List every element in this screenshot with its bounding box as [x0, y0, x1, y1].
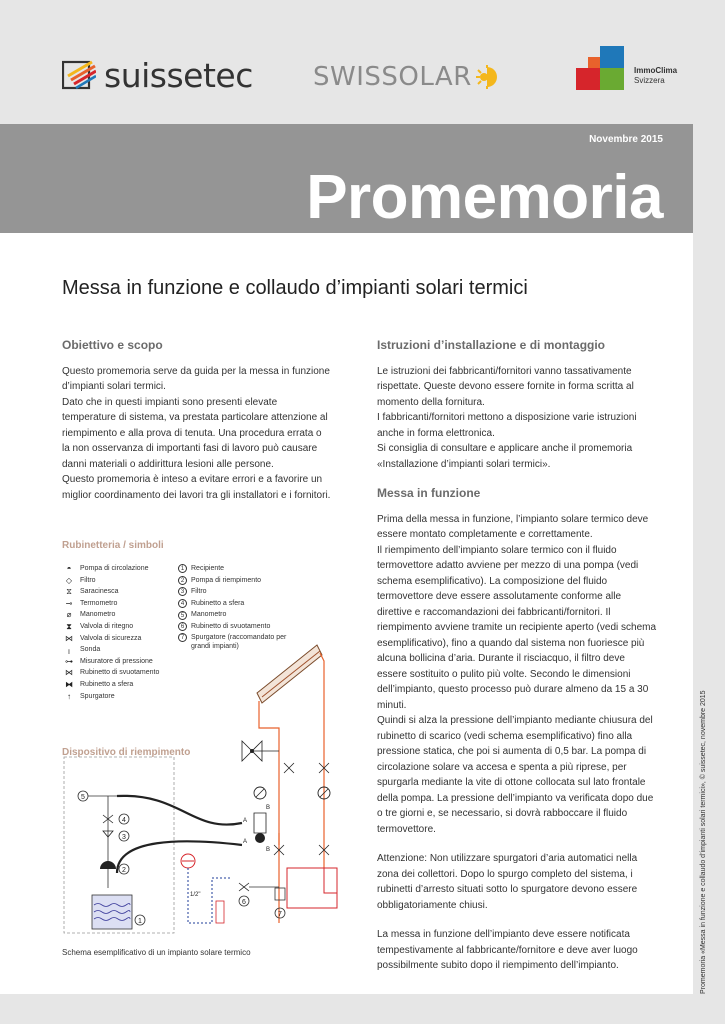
number-badge: 1	[178, 564, 187, 573]
legend-item	[178, 563, 291, 575]
safety-group	[242, 741, 279, 761]
document-sheet	[0, 233, 693, 994]
return-hose	[117, 841, 242, 873]
solar-collector	[257, 645, 322, 703]
legend-label: Spurgatore (raccomandato per grandi impianti)	[191, 633, 287, 650]
legend-label: Termometro	[80, 599, 118, 607]
legend-item	[178, 575, 291, 587]
left-column	[62, 338, 332, 503]
legend-item	[62, 621, 159, 633]
legend-item	[62, 586, 159, 598]
filter-icon: ◇	[65, 575, 73, 585]
legend-label: Rubinetto a sfera	[80, 680, 134, 688]
right-column	[377, 338, 657, 974]
immoclima-name: ImmoClima	[634, 66, 678, 75]
diagram-label: A	[243, 818, 248, 824]
probe-icon: ╷	[66, 645, 72, 655]
immoclima-squares-icon	[576, 46, 624, 90]
solar-system-schematic	[62, 633, 362, 943]
installation-paragraph: Si consiglia di consultare e applicare anche il promemoria «Installazione d’impianti solari termici».	[377, 443, 633, 470]
suissetec-logo	[62, 55, 253, 95]
number-badge: 6	[178, 622, 187, 631]
diagram-label: B	[266, 805, 271, 811]
legend-label: Spurgatore	[80, 692, 115, 700]
pump-icon: ◓	[66, 564, 72, 573]
commissioning-paragraph: Quindi si alza la pressione dell’impianto mediante chiusura del rubinetto di scarico (vedi schema esemplificativo) fino alla pressione statica, che poi si aumenta di 0,5 bar. La pompa di circolazione solare va accesa e spenta a più riprese, per spurgarla mediante la vite di ottone collocata sul lato frontale della pompa. La pressione dell’impianto va verificata dopo due o tre giorni e, se necessario, si dovrà rabboccare il fluido termovettore.	[377, 715, 654, 835]
legend-label: Sonda	[80, 646, 101, 654]
diagram-title: Dispositivo di riempimento	[62, 747, 191, 758]
copyright-side-note: Promemoria «Messa in funzione e collaudo d’impianti solari termici», © suissetec, novembre 2015	[700, 690, 707, 994]
diagram-label: 3	[122, 834, 126, 841]
gauges	[254, 787, 330, 799]
page-title: Promemoria	[306, 163, 663, 232]
legend-label: Manometro	[80, 611, 116, 619]
suissetec-mark-icon	[62, 58, 96, 92]
legend-item	[178, 586, 291, 598]
legend-item	[178, 598, 291, 610]
diagram-label: A	[243, 839, 248, 845]
diagram-label: 2	[122, 867, 126, 874]
legend-title: Rubinetteria / simboli	[62, 540, 164, 551]
section-title-commissioning: Messa in funzione	[377, 486, 481, 500]
legend-item	[62, 609, 159, 621]
check-valve-icon: ⧗	[66, 621, 72, 631]
legend-item	[62, 563, 159, 575]
swissolar-wordmark: SWISSOLAR	[313, 62, 472, 92]
supply-pipe	[259, 701, 279, 923]
diagram-label: 1/2"	[190, 892, 201, 898]
legend-label: Manometro	[191, 611, 227, 619]
legend-label: Filtro	[80, 576, 96, 584]
legend-item	[178, 609, 291, 621]
ball-valve-icon: ⧓	[65, 679, 73, 689]
legend-label: Misuratore di pressione	[80, 657, 153, 665]
gate-valve-icon: ⧖	[66, 587, 72, 597]
legend-item	[62, 575, 159, 587]
legend-label: Rubinetto a sfera	[191, 599, 245, 607]
legend-label: Valvola di ritegno	[80, 622, 134, 630]
legend-item	[62, 598, 159, 610]
diagram-label: 4	[122, 817, 126, 824]
section-title-objective: Obiettivo e scopo	[62, 338, 163, 352]
manometer-icon: ⌀	[66, 610, 72, 620]
legend-label: Rubinetto di svuotamento	[191, 622, 271, 630]
number-badge: 2	[178, 576, 187, 585]
publication-date: Novembre 2015	[589, 134, 663, 145]
legend-label: Recipiente	[191, 565, 225, 572]
diagram-label: 5	[81, 794, 85, 801]
number-badge: 5	[178, 611, 187, 620]
section-title-installation: Istruzioni d’installazione e di montaggio	[377, 338, 606, 352]
heat-exchanger	[287, 868, 337, 908]
drain-tap-icon: ⋈	[65, 668, 73, 678]
immoclima-text	[634, 66, 677, 86]
legend-label: Rubinetto di svuotamento	[80, 669, 160, 677]
diagram-label: 6	[242, 899, 246, 906]
objective-paragraph: Questo promemoria è inteso a evitare errori e a favorire un miglior coordinamento dei lavori tra gli installatori e i fornitori.	[62, 474, 331, 501]
installation-paragraph: I fabbricanti/fornitori mettono a disposizione varie istruzioni anche in forma elettronica.	[377, 412, 637, 439]
legend-label: Pompa di riempimento	[191, 576, 262, 584]
vent-icon: ↑	[67, 691, 71, 701]
number-badge: 7	[178, 633, 187, 642]
number-badge: 3	[178, 587, 187, 596]
safety-valve-icon: ⋈	[65, 633, 73, 643]
number-badge: 4	[178, 599, 187, 608]
suissetec-wordmark: suissetec	[104, 55, 253, 95]
fill-hose	[117, 796, 242, 825]
sun-icon	[474, 64, 500, 90]
logo-bar	[0, 0, 725, 124]
thermometer-icon: ⊸	[65, 598, 73, 608]
legend-label: Saracinesca	[80, 588, 119, 596]
legend-label: Pompa di circolazione	[80, 565, 149, 572]
objective-paragraph: Questo promemoria serve da guida per la messa in funzione d’impianti solari termici.	[62, 365, 330, 392]
immoclima-sub: Svizzera	[634, 76, 665, 85]
commissioning-paragraph: Prima della messa in funzione, l’impianto solare termico deve essere montato completamente e correttamente.	[377, 513, 649, 540]
diagram-label: 1	[138, 918, 142, 925]
commissioning-paragraph: Il riempimento dell’impianto solare termico con il fluido termovettore adatto avviene per mezzo di una pompa (vedi schema esemplificativo). La composizione del fluido termovettore deve essere assolutamente conforme alle direttive e raccomandazioni dei fabbricanti/fornitori. Il riempimento avviene tramite un recipiente aperto (vedi schema esemplificativo), fino a quando dal sistema non fuoriesce più alcuna bollicina d’aria. Durante il risciacquo, il filtro deve essere sostituito o pulito più volte. Secondo le dimensioni dell’impianto, questo processo può durare almeno da 15 a 30 minuti.	[377, 544, 657, 711]
diagram-label: 7	[278, 911, 282, 918]
title-banner	[0, 124, 693, 233]
valve-pair-top	[284, 763, 329, 773]
legend-label: Filtro	[191, 588, 207, 596]
diagram-caption: Schema esemplificativo di un impianto solare termico	[62, 948, 251, 957]
diagram-label: B	[266, 847, 271, 853]
legend-label: Valvola di sicurezza	[80, 634, 142, 642]
document-heading: Messa in funzione e collaudo d’impianti solari termici	[62, 277, 528, 299]
pressure-gauge-icon: ⊶	[65, 656, 73, 666]
commissioning-paragraph: La messa in funzione dell’impianto deve essere notificata tempestivamente al fabbricante/fornitore e deve aver luogo possibilmente subito dopo il riempimento dell’impianto.	[377, 929, 638, 971]
immoclima-logo	[576, 46, 678, 90]
commissioning-paragraph: Attenzione: Non utilizzare spurgatori d’aria automatici nella zona dei collettori. Dopo lo spurgo completo del sistema, i rubinetti d’arresto situati sotto lo spurgatore devono essere obbligatoriamente chiusi.	[377, 853, 638, 911]
installation-paragraph: Le istruzioni dei fabbricanti/fornitori vanno tassativamente rispettate. Queste devono essere fornite in forma scritta al momento della fornitura.	[377, 365, 634, 408]
return-pipe	[320, 653, 324, 868]
objective-paragraph: Dato che in questi impianti sono presenti elevate temperature di sistema, va prestata particolare attenzione al riempimento e alla prova di tenuta. Una procedura errata o la non osservanza di importanti fasi di lavoro può causare danni materiali o addirittura lesioni alle persone.	[62, 396, 328, 470]
legend-item	[178, 621, 291, 633]
swissolar-logo	[313, 62, 500, 92]
